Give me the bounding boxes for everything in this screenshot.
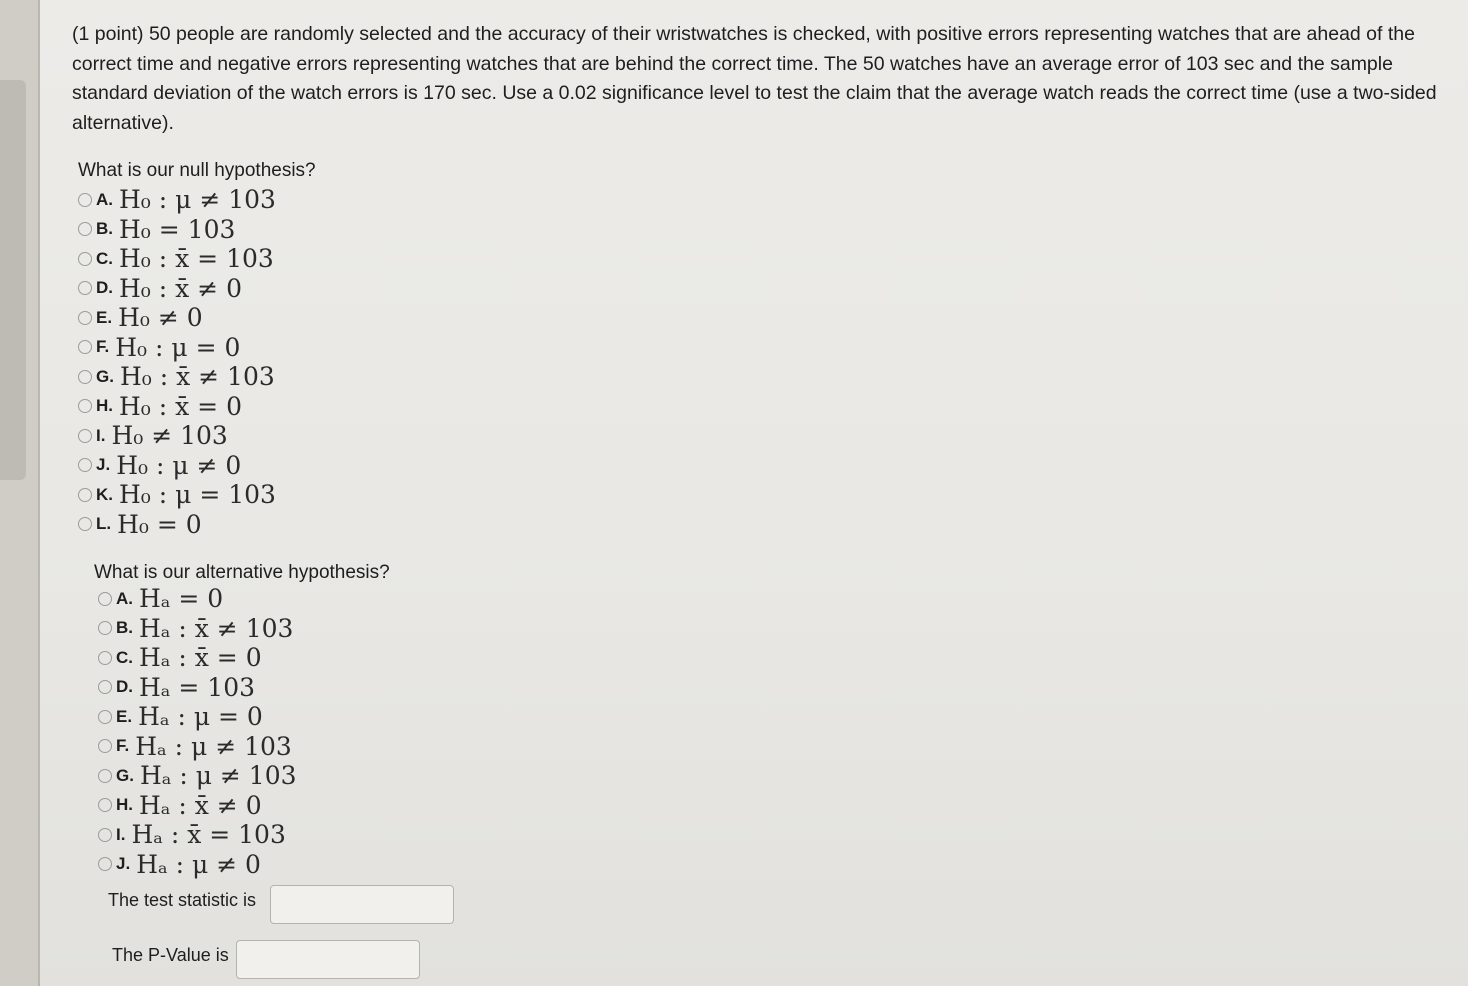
alt-option-j[interactable]: J. Hₐ : μ ≠ 0 xyxy=(98,850,297,880)
alt-option-b[interactable]: B. Hₐ : x̄ ≠ 103 xyxy=(98,614,297,644)
null-option-a[interactable]: A. H₀ : μ ≠ 103 xyxy=(78,185,276,215)
radio-button[interactable] xyxy=(98,710,112,724)
radio-button[interactable] xyxy=(98,680,112,694)
radio-button[interactable] xyxy=(98,828,112,842)
test-statistic-input[interactable] xyxy=(270,885,454,924)
alternative-hypothesis-question: What is our alternative hypothesis? xyxy=(94,562,390,583)
p-value-label: The P-Value is xyxy=(112,945,229,965)
radio-button[interactable] xyxy=(78,488,92,502)
null-option-i[interactable]: I. H₀ ≠ 103 xyxy=(78,421,276,451)
radio-button[interactable] xyxy=(98,857,112,871)
alt-option-c[interactable]: C. Hₐ : x̄ = 0 xyxy=(98,643,297,673)
alt-option-f[interactable]: F. Hₐ : μ ≠ 103 xyxy=(98,732,297,762)
radio-button[interactable] xyxy=(98,592,112,606)
null-hypothesis-options xyxy=(78,185,276,539)
problem-statement: (1 point) 50 people are randomly selected and the accuracy of their wristwatches is checked, with positive errors representing watches that are ahead of the correct time and negative errors representing watches that are behind the correct time. The 50 watches have an average error of 103 sec and the sample standard deviation of the watch errors is 170 sec. Use a 0.02 significance level to test the claim that the average watch reads the correct time (use a two-sided alternative). xyxy=(72,23,1437,134)
alternative-hypothesis-options xyxy=(98,584,297,879)
null-option-b[interactable]: B. H₀ = 103 xyxy=(78,215,276,245)
radio-button[interactable] xyxy=(98,769,112,783)
null-option-e[interactable]: E. H₀ ≠ 0 xyxy=(78,303,276,333)
null-option-k[interactable]: K. H₀ : μ = 103 xyxy=(78,480,276,510)
radio-button[interactable] xyxy=(98,651,112,665)
radio-button[interactable] xyxy=(78,193,92,207)
alt-option-d[interactable]: D. Hₐ = 103 xyxy=(98,673,297,703)
null-option-j[interactable]: J. H₀ : μ ≠ 0 xyxy=(78,451,276,481)
radio-button[interactable] xyxy=(78,399,92,413)
null-option-h[interactable]: H. H₀ : x̄ = 0 xyxy=(78,392,276,422)
radio-button[interactable] xyxy=(78,281,92,295)
alt-option-h[interactable]: H. Hₐ : x̄ ≠ 0 xyxy=(98,791,297,821)
null-option-c[interactable]: C. H₀ : x̄ = 103 xyxy=(78,244,276,274)
radio-button[interactable] xyxy=(78,370,92,384)
null-option-f[interactable]: F. H₀ : μ = 0 xyxy=(78,333,276,363)
null-hypothesis-question: What is our null hypothesis? xyxy=(78,160,316,181)
radio-button[interactable] xyxy=(98,739,112,753)
null-option-l[interactable]: L. H₀ = 0 xyxy=(78,510,276,540)
null-option-g[interactable]: G. H₀ : x̄ ≠ 103 xyxy=(78,362,276,392)
alt-option-e[interactable]: E. Hₐ : μ = 0 xyxy=(98,702,297,732)
radio-button[interactable] xyxy=(78,252,92,266)
p-value-input[interactable] xyxy=(236,940,420,979)
radio-button[interactable] xyxy=(78,429,92,443)
radio-button[interactable] xyxy=(78,517,92,531)
radio-button[interactable] xyxy=(98,621,112,635)
test-statistic-label: The test statistic is xyxy=(108,890,257,910)
alt-option-i[interactable]: I. Hₐ : x̄ = 103 xyxy=(98,820,297,850)
radio-button[interactable] xyxy=(78,222,92,236)
radio-button[interactable] xyxy=(98,798,112,812)
radio-button[interactable] xyxy=(78,340,92,354)
radio-button[interactable] xyxy=(78,311,92,325)
device-bezel xyxy=(0,80,26,480)
alt-option-a[interactable]: A. Hₐ = 0 xyxy=(98,584,297,614)
alt-option-g[interactable]: G. Hₐ : μ ≠ 103 xyxy=(98,761,297,791)
radio-button[interactable] xyxy=(78,458,92,472)
null-option-d[interactable]: D. H₀ : x̄ ≠ 0 xyxy=(78,274,276,304)
